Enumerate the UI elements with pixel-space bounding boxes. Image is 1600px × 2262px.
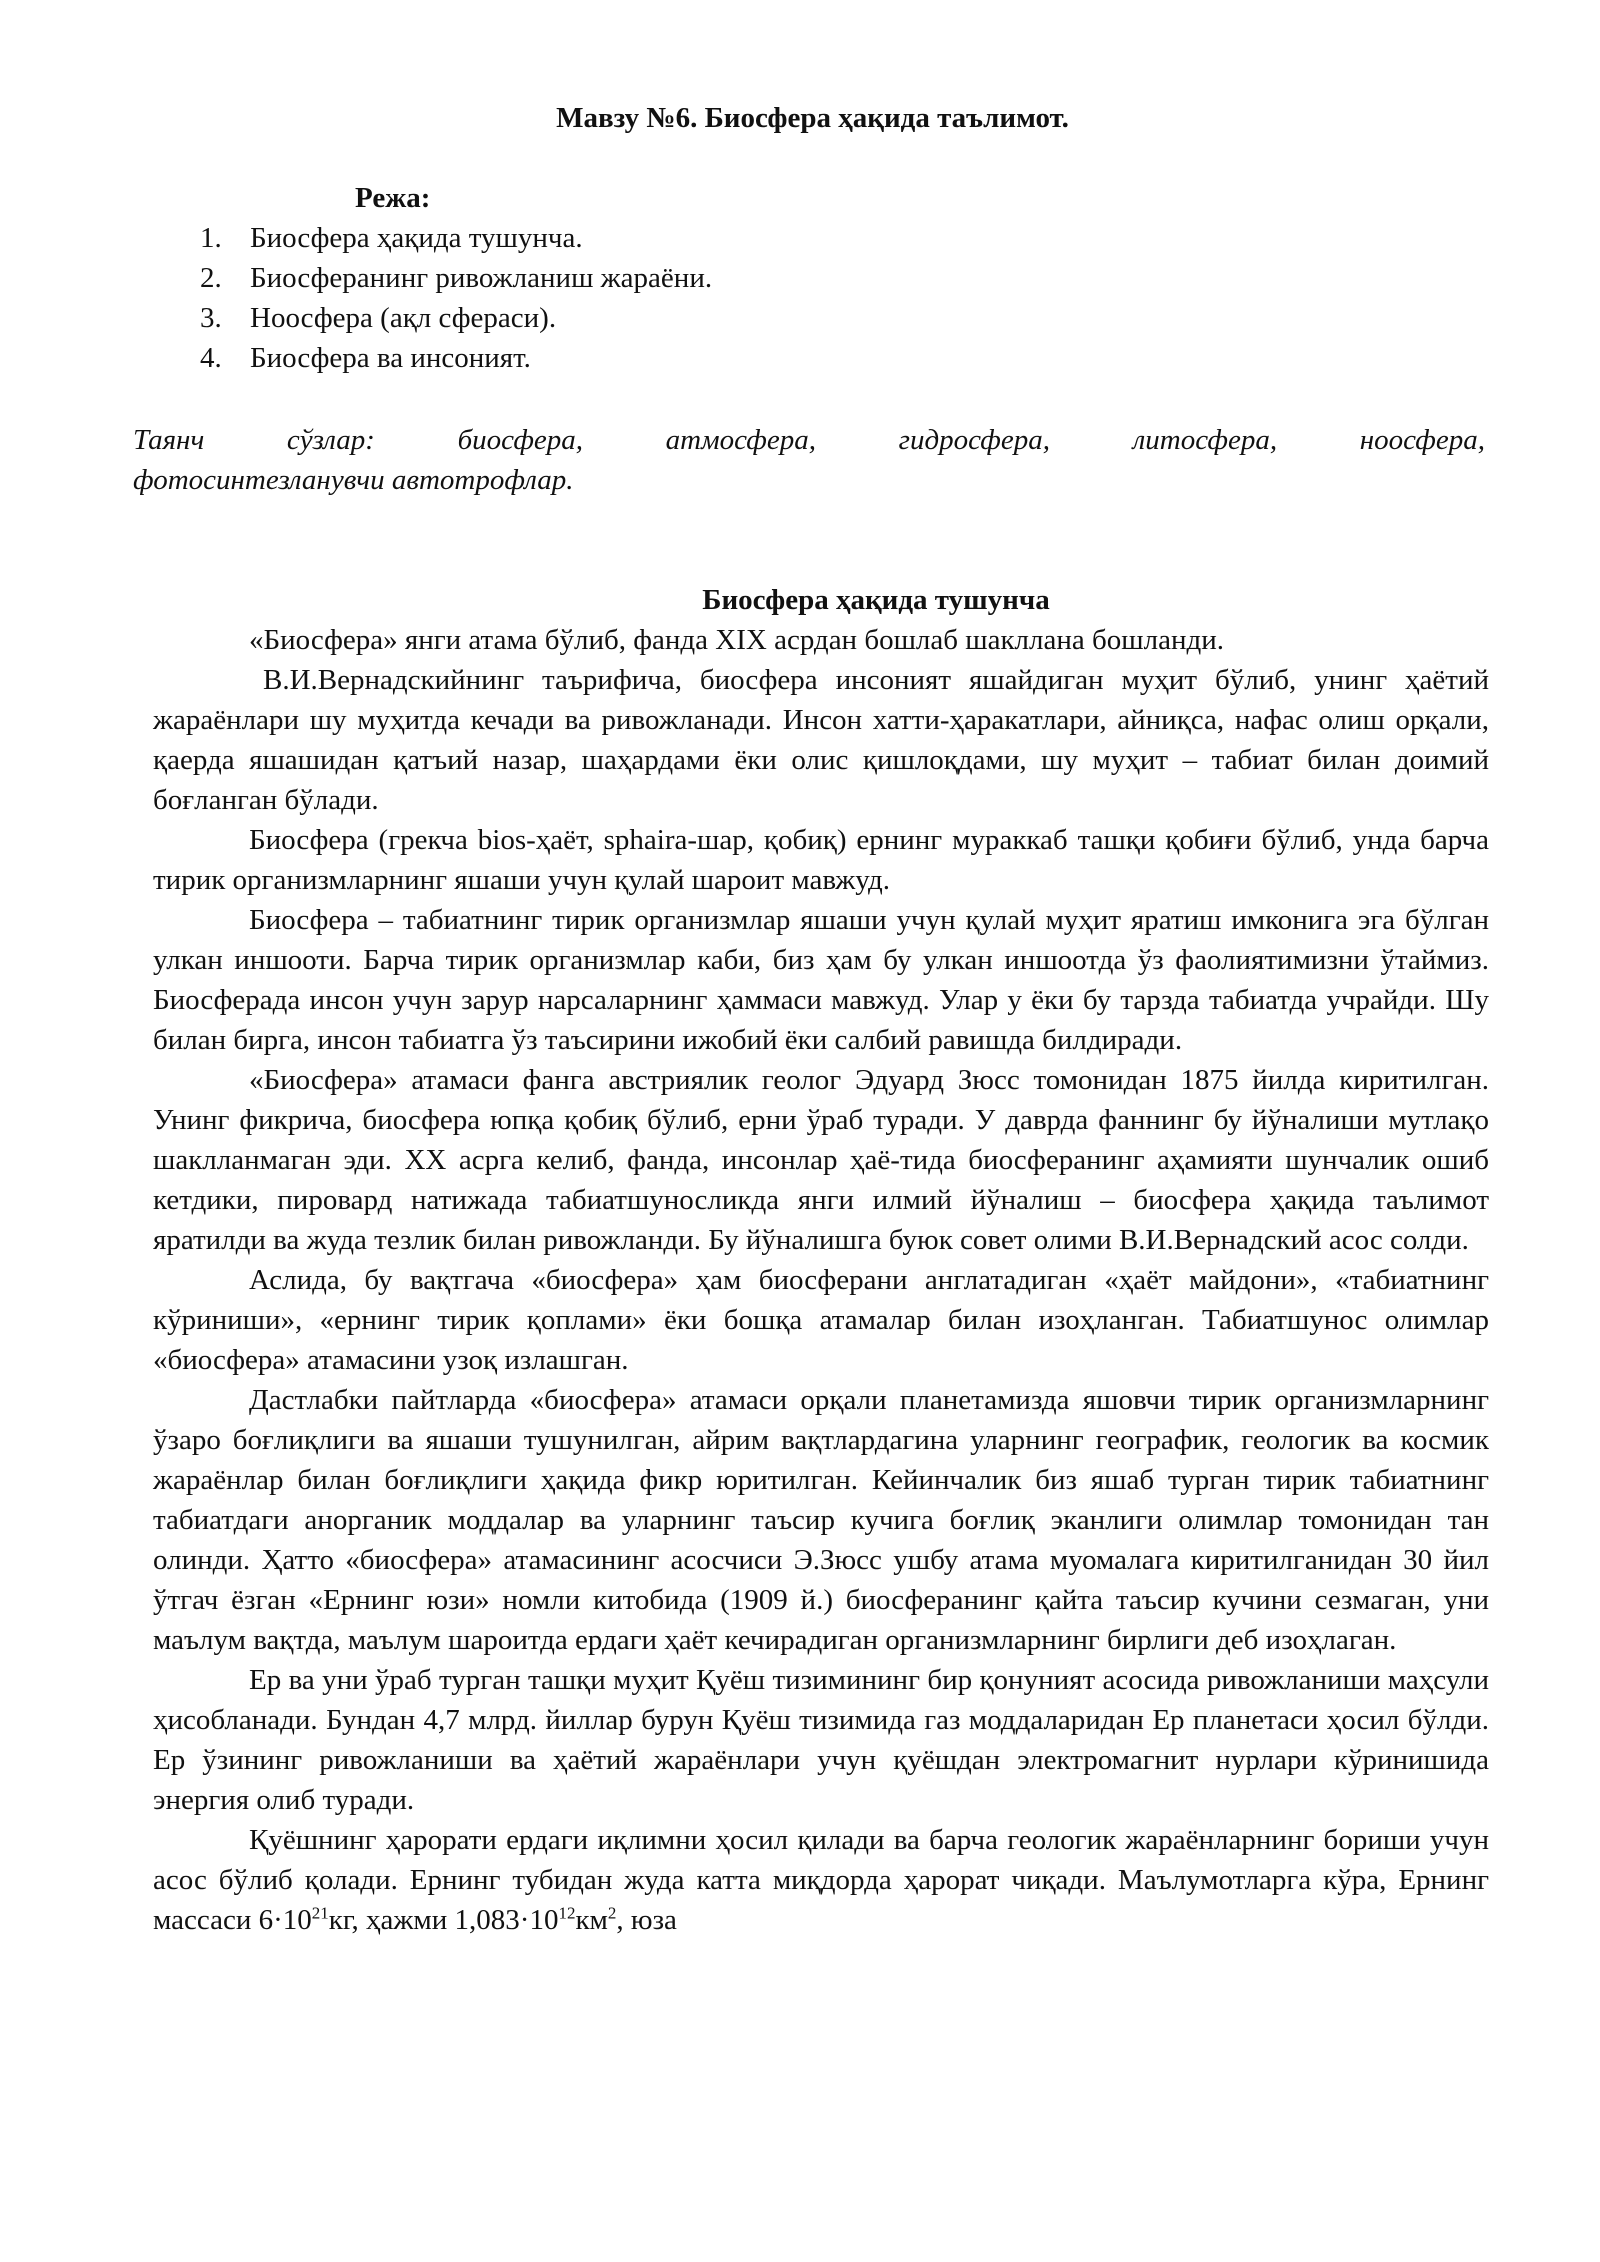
paragraph-text: , юза xyxy=(616,1904,677,1936)
superscript: 2 xyxy=(607,1903,617,1923)
keywords-line-2: фотосинтезланувчи автотрофлар. xyxy=(133,464,574,496)
paragraph: Биосфера – табиатнинг тирик организмлар яшаши учун қулай муҳит яратиш имконига эга бўлган улкан иншооти. Барча тирик организмлар каби, биз ҳам бу улкан иншоотда ўз фаолиятимизни ўтаймиз. Биосферада инсон учун зарур нарсаларнинг ҳаммаси мавжуд. Улар у ёки бу тарзда табиатда учрайди. Шу билан бирга, инсон табиатга ўз таъсирини ижобий ёки салбий равишда билдиради. xyxy=(153,904,1489,1056)
superscript: 21 xyxy=(311,1903,329,1923)
paragraph: Дастлабки пайтларда «биосфера» атамаси орқали планетамизда яшовчи тирик организмларнинг ўзаро боғлиқлиги ва яшаши тушунилган, айрим вақтлардагина уларнинг географик, геологик ва космик жараёнлар билан боғлиқлиги ҳақида фикр юритилган. Кейинчалик биз яшаб турган тирик табиатнинг табиатдаги анорганик моддалар ва уларнинг таъсир кучига боғлиқ эканлиги олимлар томонидан тан олинди. Ҳатто «биосфера» атамасининг асосчиси Э.Зюсс ушбу атама муомалага киритилганидан 30 йил ўтгач ёзган «Ернинг юзи» номли китобида (1909 й.) биосферанинг қайта таъсир кучини сезмаган, уни маълум вақтда, маълум шароитда ердаги ҳаёт кечирадиган организмларнинг бирлиги деб изоҳлаган. xyxy=(153,1384,1489,1656)
document-title: Мавзу №6. Биосфера ҳақида таълимот. xyxy=(556,102,1069,134)
keywords-line-1: Таянч сўзлар: биосфера, атмосфера, гидросфера, литосфера, ноосфера, xyxy=(133,424,1485,456)
plan-item xyxy=(200,258,712,298)
paragraph: В.И.Вернадскийнинг таърифича, биосфера инсоният яшайдиган муҳит бўлиб, унинг ҳаётий жараёнлари шу муҳитда кечади ва ривожланади. Инсон хатти-ҳаракатлари, айниқса, нафас олиш орқали, қаерда яшашидан қатъий назар, шаҳардами ёки олис қишлоқдами, шу муҳит – табиат билан доимий боғланган бўлади. xyxy=(153,664,1489,816)
paragraph-text: Қуёшнинг ҳарорати ердаги иқлимни ҳосил қилади ва барча геологик жараёнларнинг бориши учун асос бўлиб қолади. Ернинг тубидан жуда катта миқдорда ҳарорат чиқади. Маълумотларга кўра, Ернинг массаси 6·10 xyxy=(153,1824,1489,1936)
section-heading: Биосфера ҳақида тушунча xyxy=(702,584,1050,616)
paragraph: Аслида, бу вақтгача «биосфера» ҳам биосферани англатадиган «ҳаёт майдони», «табиатнинг кўриниши», «ернинг тирик қоплами» ёки бошқа атамалар билан изоҳланган. Табиатшунос олимлар «биосфера» атамасини узоқ излашган. xyxy=(153,1264,1489,1376)
plan-list xyxy=(200,218,712,378)
plan-item xyxy=(200,298,712,338)
plan-item-number: 3. xyxy=(200,302,222,334)
paragraph-text: км xyxy=(575,1904,608,1936)
plan-item xyxy=(200,338,712,378)
plan-item xyxy=(200,218,712,258)
plan-item-number: 2. xyxy=(200,262,222,294)
plan-item-text: Биосфера ва инсоният. xyxy=(250,342,531,374)
plan-item-text: Биосферанинг ривожланиш жараёни. xyxy=(250,262,713,294)
paragraph: Ер ва уни ўраб турган ташқи муҳит Қуёш тизимининг бир қонуният асосида ривожланиши маҳсули ҳисобланади. Бундан 4,7 млрд. йиллар бурун Қуёш тизимида газ моддаларидан Ер планетаси ҳосил бўлди. Ер ўзининг ривожланиши ва ҳаётий жараёнлари учун қуёшдан электромагнит нурлари кўринишида энергия олиб туради. xyxy=(153,1664,1489,1816)
paragraph: «Биосфера» янги атама бўлиб, фанда XIX асрдан бошлаб шакллана бошланди. xyxy=(249,624,1224,656)
paragraph-text: кг, ҳажми 1,083·10 xyxy=(328,1904,559,1936)
plan-item-number: 1. xyxy=(200,222,222,254)
paragraph: «Биосфера» атамаси фанга австриялик геолог Эдуард Зюсс томонидан 1875 йилда киритилган. Унинг фикрича, биосфера юпқа қобиқ бўлиб, ерни ўраб туради. У даврда фаннинг бу йўналиши мутлақо шаклланмаган эди. XX асрга келиб, фанда, инсонлар ҳаё-тида биосферанинг аҳамияти шунчалик ошиб кетдики, пировард натижада табиатшуносликда янги илмий йўналиш – биосфера ҳақида таълимот яратилди ва жуда тезлик билан ривожланди. Бу йўналишга буюк совет олими В.И.Вернадский асос солди. xyxy=(153,1064,1489,1256)
plan-item-number: 4. xyxy=(200,342,222,374)
body-text xyxy=(153,620,1489,1940)
keywords-block xyxy=(133,420,1485,500)
plan-heading: Режа: xyxy=(355,182,431,214)
paragraph: Биосфера (грекча bios-ҳаёт, sphaira-шар, қобиқ) ернинг мураккаб ташқи қобиғи бўлиб, унда барча тирик организмларнинг яшаши учун қулай шароит мавжуд. xyxy=(153,824,1489,896)
plan-item-text: Ноосфера (ақл сфераси). xyxy=(250,302,557,334)
paragraph-last xyxy=(153,1820,1489,1940)
plan-item-text: Биосфера ҳақида тушунча. xyxy=(250,222,583,254)
superscript: 12 xyxy=(558,1903,576,1923)
